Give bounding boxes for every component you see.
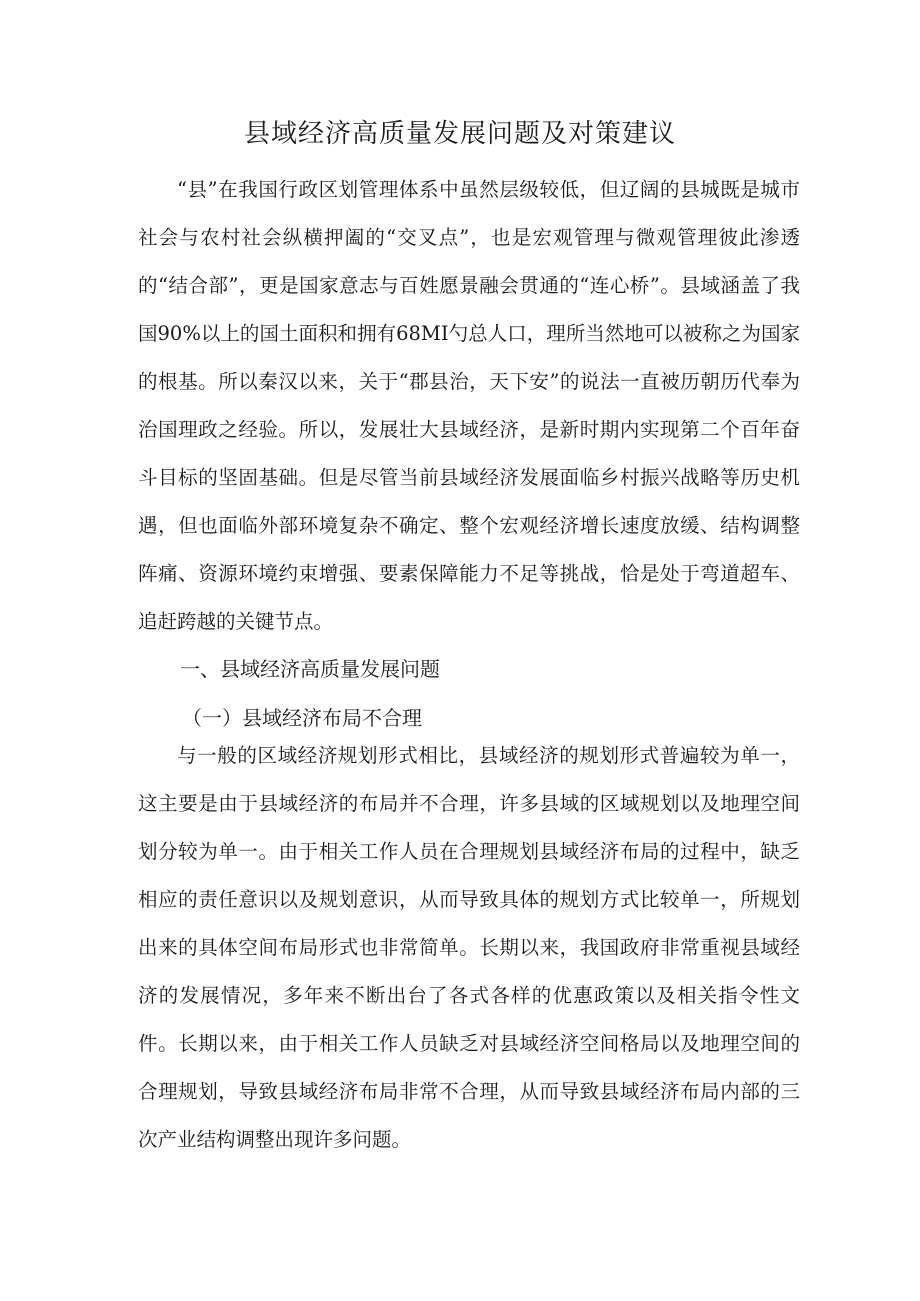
subsection-heading: （一）县域经济布局不合理: [182, 706, 422, 730]
section-heading: 一、县域经济高质量发展问题: [180, 657, 440, 681]
body-paragraph: 与一般的区域经济规划形式相比，县域经济的规划形式普遍较为单一，这主要是由于县域经济的布局并不合理，许多县域的区域规划以及地理空间划分较为单一。由于相关工作人员在合理规划县域经济布局的过程中，缺乏相应的责任意识以及规划意识，从而导致具体的规划方式比较单一，所规划出来的具体空间布局形式也非常简单。长期以来，我国政府非常重视县域经济的发展情况，多年来不断出台了各式各样的优惠政策以及相关指令性文件。长期以来，由于相关工作人员缺乏对县域经济空间格局以及地理空间的合理规划，导致县域经济布局非常不合理，从而导致县域经济布局内部的三次产业结构调整出现许多问题。: [138, 744, 800, 1151]
document-title: 县域经济高质量发展问题及对策建议: [243, 119, 676, 149]
intro-paragraph: “县”在我国行政区划管理体系中虽然层级较低，但辽阔的县城既是城市社会与农村社会纵横押阖的“交叉点”，也是宏观管理与微观管理彼此渗透的“结合部”，更是国家意志与百姓愿景融会贯通的“连心桥”。县域涵盖了我国90%以上的国土面积和拥有68MI勺总人口，理所当然地可以被称之为国家的根基。所以秦汉以来，关于“郡县治，天下安”的说法一直被历朝历代奉为治国理政之经验。所以，发展壮大县域经济，是新时期内实现第二个百年奋斗目标的坚固基础。但是尽管当前县域经济发展面临乡村振兴战略等历史机遇，但也面临外部环境复杂不确定、整个宏观经济增长速度放缓、结构调整阵痛、资源环境约束增强、要素保障能力不足等挑战，恰是处于弯道超车、追赶跨越的关键节点。: [138, 178, 800, 633]
